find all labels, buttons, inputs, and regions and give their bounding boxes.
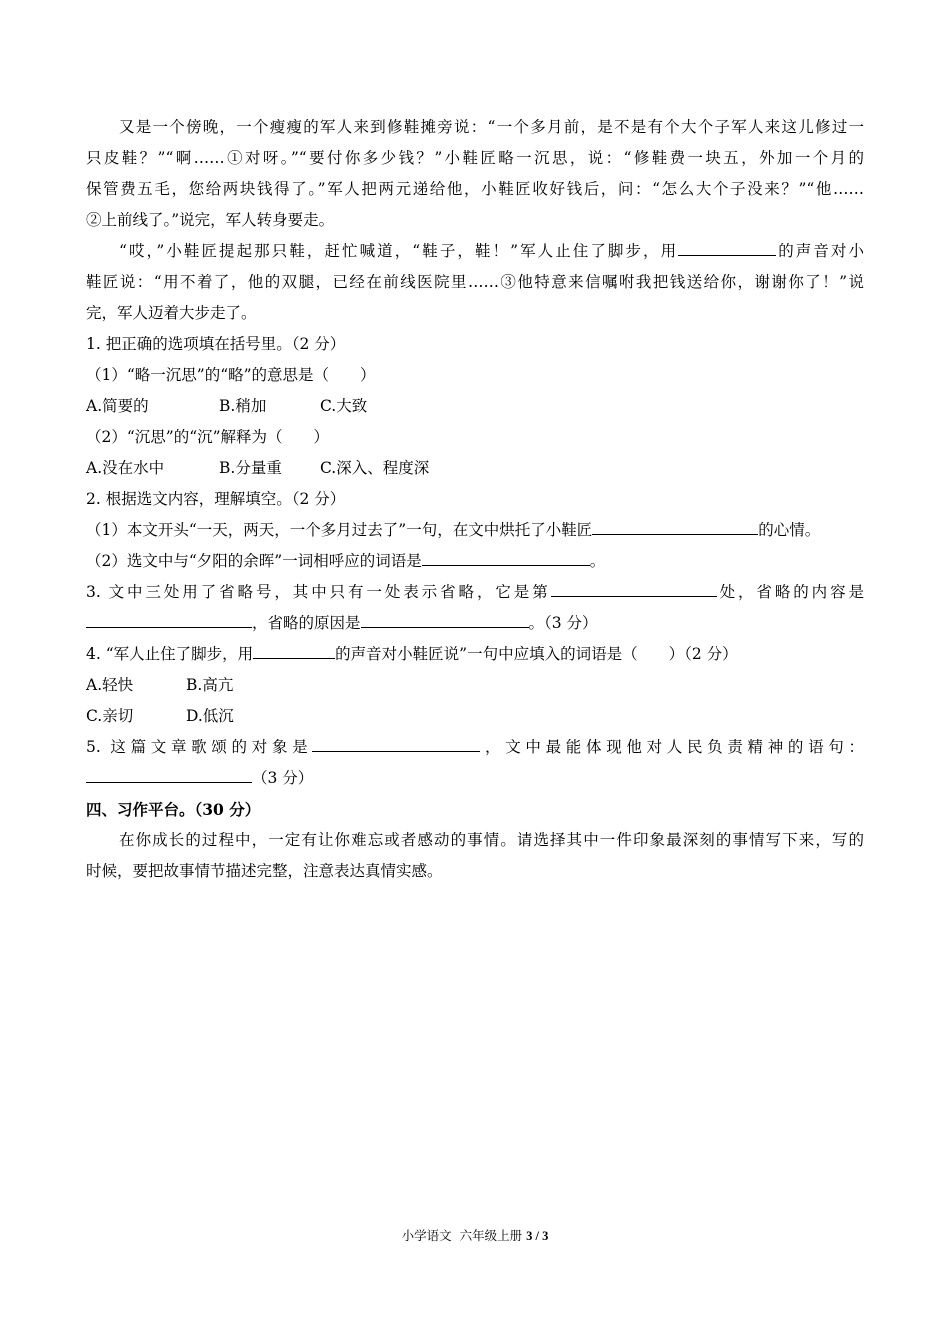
question-text: ，文中最能体现他对人民负责精神的语句： xyxy=(480,738,864,756)
question-text: 5. 这篇文章歌颂的对象是 xyxy=(86,738,313,756)
question-text: 4. “军人止住了脚步，用 xyxy=(86,645,254,663)
fill-blank[interactable] xyxy=(86,767,252,783)
option-b: B.稍加 xyxy=(219,397,267,415)
question-1-sub1: （1）“略一沉思”的“略”的意思是（ ） xyxy=(86,366,376,384)
question-2-sub2 xyxy=(86,546,864,577)
passage-line: 完，军人迈着大步走了。 xyxy=(86,304,257,322)
question-text: 处，省略的内容是 xyxy=(716,583,864,601)
footer-label: 小学语文 六年级上册 xyxy=(401,1228,523,1243)
question-4-line xyxy=(86,639,864,670)
passage-text: “哎，”小鞋匠提起那只鞋，赶忙喊道，“鞋子，鞋！”军人止住了脚步，用 xyxy=(119,242,679,260)
question-1-title: 1. 把正确的选项填在括号里。（2 分） xyxy=(86,335,346,353)
fill-blank[interactable] xyxy=(312,736,480,752)
passage-line: 只皮鞋？”“啊……①对呀。”“要付你多少钱？”小鞋匠略一沉思，说：“修鞋费一块五，外加一个月的 xyxy=(86,149,864,167)
question-text: 的声音对小鞋匠说”一句中应填入的词语是（ ）（2 分） xyxy=(335,645,738,663)
question-1-options xyxy=(86,453,864,484)
option-a: A.轻快 xyxy=(86,676,134,694)
page-footer xyxy=(0,1227,950,1245)
passage-line: ②上前线了。”说完，军人转身要走。 xyxy=(86,211,335,229)
fill-blank[interactable] xyxy=(422,550,590,566)
fill-blank[interactable] xyxy=(86,612,252,628)
question-text: 的心情。 xyxy=(758,521,821,539)
question-text: 。（3 分） xyxy=(528,614,598,632)
question-1-options xyxy=(86,391,864,422)
option-b: B.分量重 xyxy=(219,459,282,477)
option-c: C.亲切 xyxy=(86,707,134,725)
option-c: C.大致 xyxy=(320,397,368,415)
question-1-sub2: （2）“沉思”的“沉”解释为（ ） xyxy=(86,428,330,446)
passage-line: 保管费五毛，您给两块钱得了。”军人把两元递给他，小鞋匠收好钱后，问：“怎么大个子没来？”“他…… xyxy=(86,180,864,198)
question-5-line2 xyxy=(86,763,864,794)
section-4-text: 时候，要把故事情节描述完整，注意表达真情实感。 xyxy=(86,862,443,880)
passage-line: 鞋匠说：“用不着了，他的双腿，已经在前线医院里……③他特意来信嘱咐我把钱送给你，谢谢你了！”说 xyxy=(86,273,864,291)
fill-blank[interactable] xyxy=(253,643,335,659)
question-text: （2）选文中与“夕阳的余晖”一词相呼应的词语是 xyxy=(86,552,422,570)
passage-text: 的声音对小 xyxy=(776,242,864,260)
question-3-line2 xyxy=(86,608,864,639)
fill-blank[interactable] xyxy=(361,612,529,628)
question-text: 3. 文中三处用了省略号，其中只有一处表示省略，它是第 xyxy=(86,583,551,601)
question-4-options xyxy=(86,701,864,732)
option-a: A.没在水中 xyxy=(86,459,165,477)
option-a: A.简要的 xyxy=(86,397,149,415)
question-3-line1 xyxy=(86,577,864,608)
question-5-line1 xyxy=(86,732,864,763)
section-4-heading: 四、习作平台。（30 分） xyxy=(86,800,261,819)
option-b: B.高亢 xyxy=(186,676,234,694)
question-text: 。 xyxy=(589,552,606,570)
fill-blank[interactable] xyxy=(551,581,717,597)
passage-line: 又是一个傍晚，一个瘦瘦的军人来到修鞋摊旁说：“一个多月前，是不是有个大个子军人来这儿修过一 xyxy=(119,118,864,136)
option-d: D.低沉 xyxy=(186,707,234,725)
question-text: （1）本文开头“一天，两天，一个多月过去了”一句，在文中烘托了小鞋匠 xyxy=(86,521,593,539)
question-text: （3 分） xyxy=(252,769,314,787)
fill-blank[interactable] xyxy=(678,240,776,256)
section-4-text: 在你成长的过程中，一定有让你难忘或者感动的事情。请选择其中一件印象最深刻的事情写下来，写的 xyxy=(119,831,864,849)
page-number: 3 / 3 xyxy=(526,1229,549,1243)
fill-blank[interactable] xyxy=(592,519,758,535)
question-2-sub1 xyxy=(86,515,864,546)
question-2-title: 2. 根据选文内容，理解填空。（2 分） xyxy=(86,490,346,508)
question-4-options xyxy=(86,670,864,701)
document-page xyxy=(86,112,864,887)
question-text: ，省略的原因是 xyxy=(252,614,361,632)
passage-line xyxy=(86,236,864,267)
option-c: C.深入、程度深 xyxy=(320,459,430,477)
